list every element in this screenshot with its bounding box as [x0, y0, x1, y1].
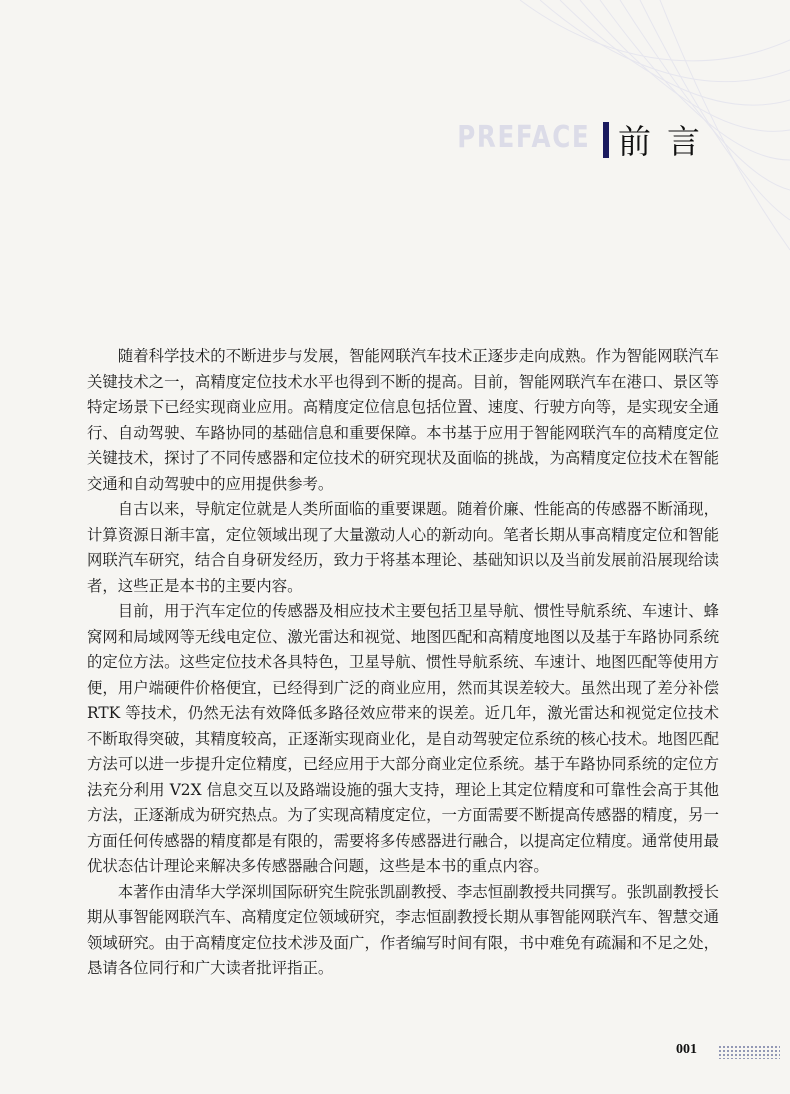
page-title: 前言 — [618, 122, 716, 161]
preface-header — [0, 116, 790, 166]
page-footer — [676, 1042, 786, 1062]
title-accent-bar — [603, 122, 609, 158]
preface-body — [87, 344, 719, 982]
paragraph: 自古以来，导航定位就是人类所面临的重要课题。随着价廉、性能高的传感器不断涌现，计算资源日渐丰富，定位领域出现了大量激动人心的新动向。笔者长期从事高精度定位和智能网联汽车研究，结合自身研发经历，致力于将基本理论、基础知识以及当前发展前沿展现给读者，这些正是本书的主要内容。 — [87, 500, 719, 595]
page-number: 001 — [676, 1042, 697, 1057]
preface-english-title: PREFACE — [456, 120, 590, 155]
dot-pattern-decoration — [718, 1045, 780, 1059]
paragraph: 目前，用于汽车定位的传感器及相应技术主要包括卫星导航、惯性导航系统、车速计、蜂窝网和局域网等无线电定位、激光雷达和视觉、地图匹配和高精度地图以及基于车路协同系统的定位方法。这些定位技术各具特色，卫星导航、惯性导航系统、车速计、地图匹配等使用方便，用户端硬件价格便宜，已经得到广泛的商业应用，然而其误差较大。虽然出现了差分补偿 RTK 等技术，仍然无法有效降低多路径效应带来的误差。近几年，激光雷达和视觉定位技术不断取得突破，其精度较高，正逐渐实现商业化，是自动驾驶定位系统的核心技术。地图匹配方法可以进一步提升定位精度，已经应用于大部分商业定位系统。基于车路协同系统的定位方法充分利用 V2X 信息交互以及路端设施的强大支持，理论上其定位精度和可靠性会高于其他方法，正逐渐成为研究热点。为了实现高精度定位，一方面需要不断提高传感器的精度，另一方面任何传感器的精度都是有限的，需要将多传感器进行融合，以提高定位精度。通常使用最优状态估计理论来解决多传感器融合问题，这些是本书的重点内容。 — [87, 602, 719, 875]
paragraph: 随着科学技术的不断进步与发展，智能网联汽车技术正逐步走向成熟。作为智能网联汽车关键技术之一，高精度定位技术水平也得到不断的提高。目前，智能网联汽车在港口、景区等特定场景下已经实现商业应用。高精度定位信息包括位置、速度、行驶方向等，是实现安全通行、自动驾驶、车路协同的基础信息和重要保障。本书基于应用于智能网联汽车的高精度定位关键技术，探讨了不同传感器和定位技术的研究现状及面临的挑战，为高精度定位技术在智能交通和自动驾驶中的应用提供参考。 — [87, 347, 719, 493]
paragraph: 本著作由清华大学深圳国际研究生院张凯副教授、李志恒副教授共同撰写。张凯副教授长期从事智能网联汽车、高精度定位领域研究，李志恒副教授长期从事智能网联汽车、智慧交通领域研究。由于高精度定位技术涉及面广，作者编写时间有限，书中难免有疏漏和不足之处，恳请各位同行和广大读者批评指正。 — [87, 882, 719, 977]
